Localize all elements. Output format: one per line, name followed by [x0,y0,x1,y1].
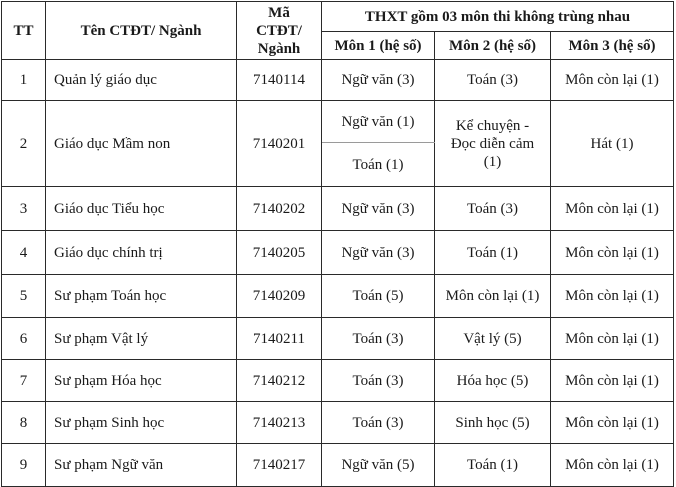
table-row [2,60,674,101]
table-row [2,318,674,360]
cell-tt: 5 [2,275,46,318]
cell-subject-3: Môn còn lại (1) [551,402,674,444]
cell-name: Sư phạm Toán học [46,275,237,318]
table-row [2,231,674,275]
cell-code: 7140114 [237,60,322,101]
cell-subject-3: Môn còn lại (1) [551,318,674,360]
table-row [2,101,674,143]
cell-subject-2-line2: Đọc diễn cảm [450,135,535,152]
header-code-line2: CTĐT/ [256,22,302,39]
cell-subject-1: Toán (3) [322,402,435,444]
cell-subject-2: Sinh học (5) [435,402,551,444]
cell-code: 7140217 [237,444,322,487]
header-sub-1: Môn 1 (hệ số) [322,32,435,60]
cell-code: 7140209 [237,275,322,318]
cell-name: Sư phạm Sinh học [46,402,237,444]
table-row [2,360,674,402]
cell-subject-3: Môn còn lại (1) [551,360,674,402]
cell-code: 7140211 [237,318,322,360]
cell-name: Sư phạm Hóa học [46,360,237,402]
cell-subject-1b: Toán (1) [322,143,435,187]
header-tt: TT [2,2,46,60]
cell-subject-2: Toán (1) [435,231,551,275]
header-sub-2: Môn 2 (hệ số) [435,32,551,60]
cell-tt: 4 [2,231,46,275]
cell-subject-2: Toán (3) [435,60,551,101]
cell-subject-2: Toán (3) [435,187,551,231]
cell-tt: 7 [2,360,46,402]
table-row [2,402,674,444]
cell-tt: 2 [2,101,46,187]
cell-tt: 3 [2,187,46,231]
table-row [2,275,674,318]
cell-name: Sư phạm Vật lý [46,318,237,360]
cell-subject-1a: Ngữ văn (1) [322,101,435,143]
cell-subject-3: Hát (1) [551,101,674,187]
cell-subject-1: Toán (5) [322,275,435,318]
cell-code: 7140212 [237,360,322,402]
cell-subject-3: Môn còn lại (1) [551,231,674,275]
header-sub-3: Môn 3 (hệ số) [551,32,674,60]
cell-subject-2: Vật lý (5) [435,318,551,360]
cell-subject-2: Môn còn lại (1) [435,275,551,318]
cell-code: 7140202 [237,187,322,231]
cell-code: 7140205 [237,231,322,275]
cell-tt: 1 [2,60,46,101]
header-code-line3: Ngành [257,40,301,57]
cell-subject-2 [435,101,551,187]
cell-subject-3: Môn còn lại (1) [551,275,674,318]
cell-code: 7140201 [237,101,322,187]
cell-subject-3: Môn còn lại (1) [551,444,674,487]
cell-subject-1: Toán (3) [322,360,435,402]
cell-name: Quản lý giáo dục [46,60,237,101]
table-row [2,444,674,487]
cell-name: Giáo dục chính trị [46,231,237,275]
cell-subject-1: Ngữ văn (3) [322,60,435,101]
cell-tt: 6 [2,318,46,360]
admission-table [1,1,674,487]
cell-subject-1: Toán (3) [322,318,435,360]
header-code [237,2,322,60]
cell-subject-2-line1: Kể chuyện - [455,117,530,134]
cell-code: 7140213 [237,402,322,444]
cell-subject-2: Toán (1) [435,444,551,487]
cell-subject-1: Ngữ văn (5) [322,444,435,487]
cell-name: Giáo dục Mầm non [46,101,237,187]
cell-name: Sư phạm Ngữ văn [46,444,237,487]
cell-subject-2-line3: (1) [483,153,502,170]
header-code-line1: Mã [268,4,290,21]
cell-name: Giáo dục Tiểu học [46,187,237,231]
cell-subject-2: Hóa học (5) [435,360,551,402]
header-name: Tên CTĐT/ Ngành [46,2,237,60]
cell-tt: 8 [2,402,46,444]
cell-subject-1: Ngữ văn (3) [322,187,435,231]
cell-subject-1: Ngữ văn (3) [322,231,435,275]
header-group-title: THXT gồm 03 môn thi không trùng nhau [322,2,674,32]
cell-subject-3: Môn còn lại (1) [551,60,674,101]
header-row-1 [2,2,674,32]
cell-tt: 9 [2,444,46,487]
cell-subject-3: Môn còn lại (1) [551,187,674,231]
table-row [2,187,674,231]
